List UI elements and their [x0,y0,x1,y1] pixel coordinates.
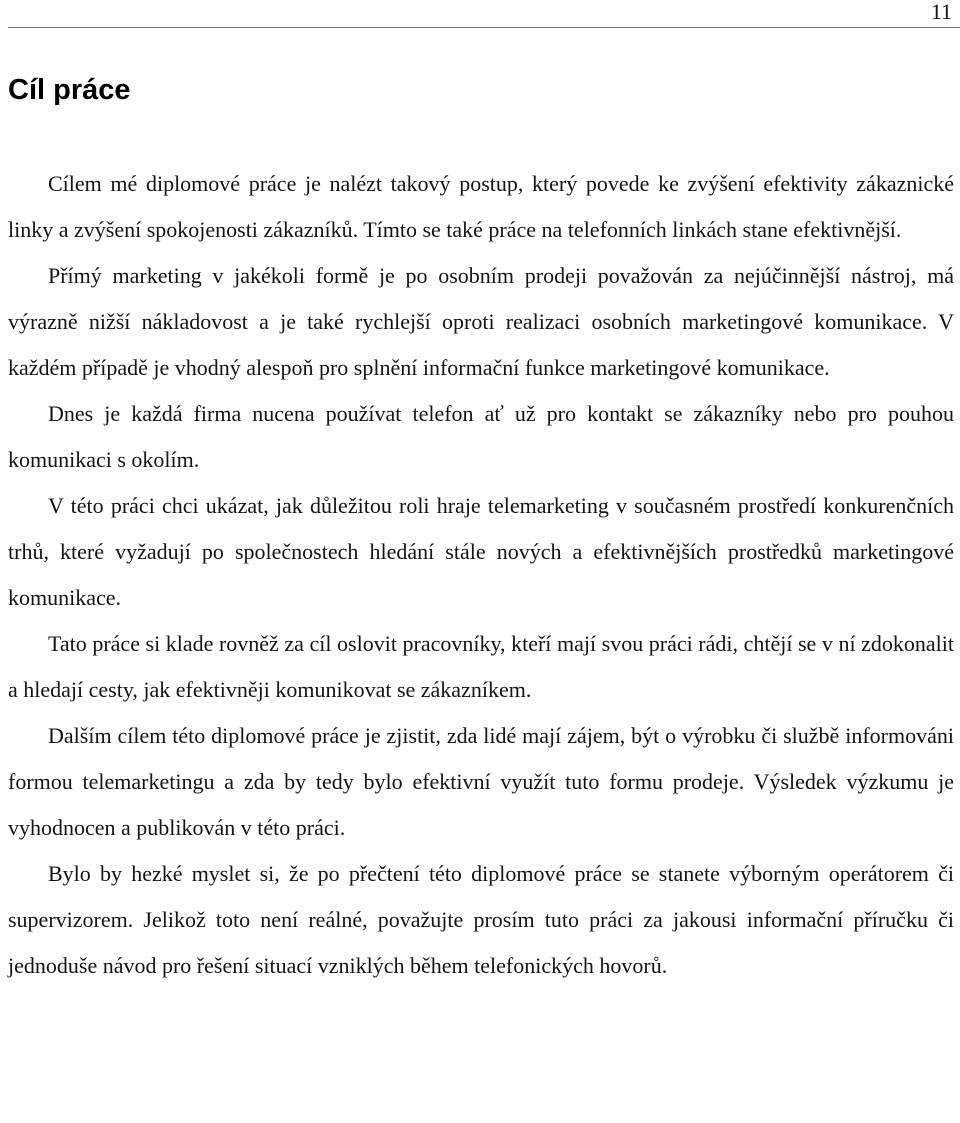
page-number: 11 [930,0,952,24]
paragraph-goal: Cílem mé diplomové práce je nalézt takový postup, který povede ke zvýšení efektivity zákaznické linky a zvýšení spokojenosti zákazníků. Tímto se také práce na telefonních linkách stane efektivnější. [8,171,954,242]
paragraph-telemarketing-role: V této práci chci ukázat, jak důležitou roli hraje telemarketing v současném prostředí konkurenčních trhů, které vyžadují po společnostech hledání stále nových a efektivnějších prostředků marketingové komunikace. [8,493,954,610]
chapter-title: Cíl práce [8,74,131,106]
paragraph-telephone-use: Dnes je každá firma nucena používat telefon ať už pro kontakt se zákazníky nebo pro pouhou komunikaci s okolím. [8,401,954,472]
header-divider [8,27,960,28]
paragraph-closing: Bylo by hezké myslet si, že po přečtení této diplomové práce se stanete výborným operátorem či supervizorem. Jelikož toto není reálné, považujte prosím tuto práci za jakousi informační příručku či jednoduše návod pro řešení situací vzniklých během telefonických hovorů. [8,861,954,978]
paragraph-research-goal: Dalším cílem této diplomové práce je zjistit, zda lidé mají zájem, být o výrobku či službě informováni formou telemarketingu a zda by tedy bylo efektivní využít tuto formu prodeje. Výsledek výzkumu je vyhodnocen a publikován v této práci. [8,723,954,840]
paragraph-target-readers: Tato práce si klade rovněž za cíl oslovit pracovníky, kteří mají svou práci rádi, chtějí se v ní zdokonalit a hledají cesty, jak efektivněji komunikovat se zákazníkem. [8,631,954,702]
paragraph-direct-marketing: Přímý marketing v jakékoli formě je po osobním prodeji považován za nejúčinnější nástroj, má výrazně nižší nákladovost a je také rychlejší oproti realizaci osobních marketingové komunikace. V každém případě je vhodný alespoň pro splnění informační funkce marketingové komunikace. [8,263,954,380]
chapter-body [8,161,954,989]
